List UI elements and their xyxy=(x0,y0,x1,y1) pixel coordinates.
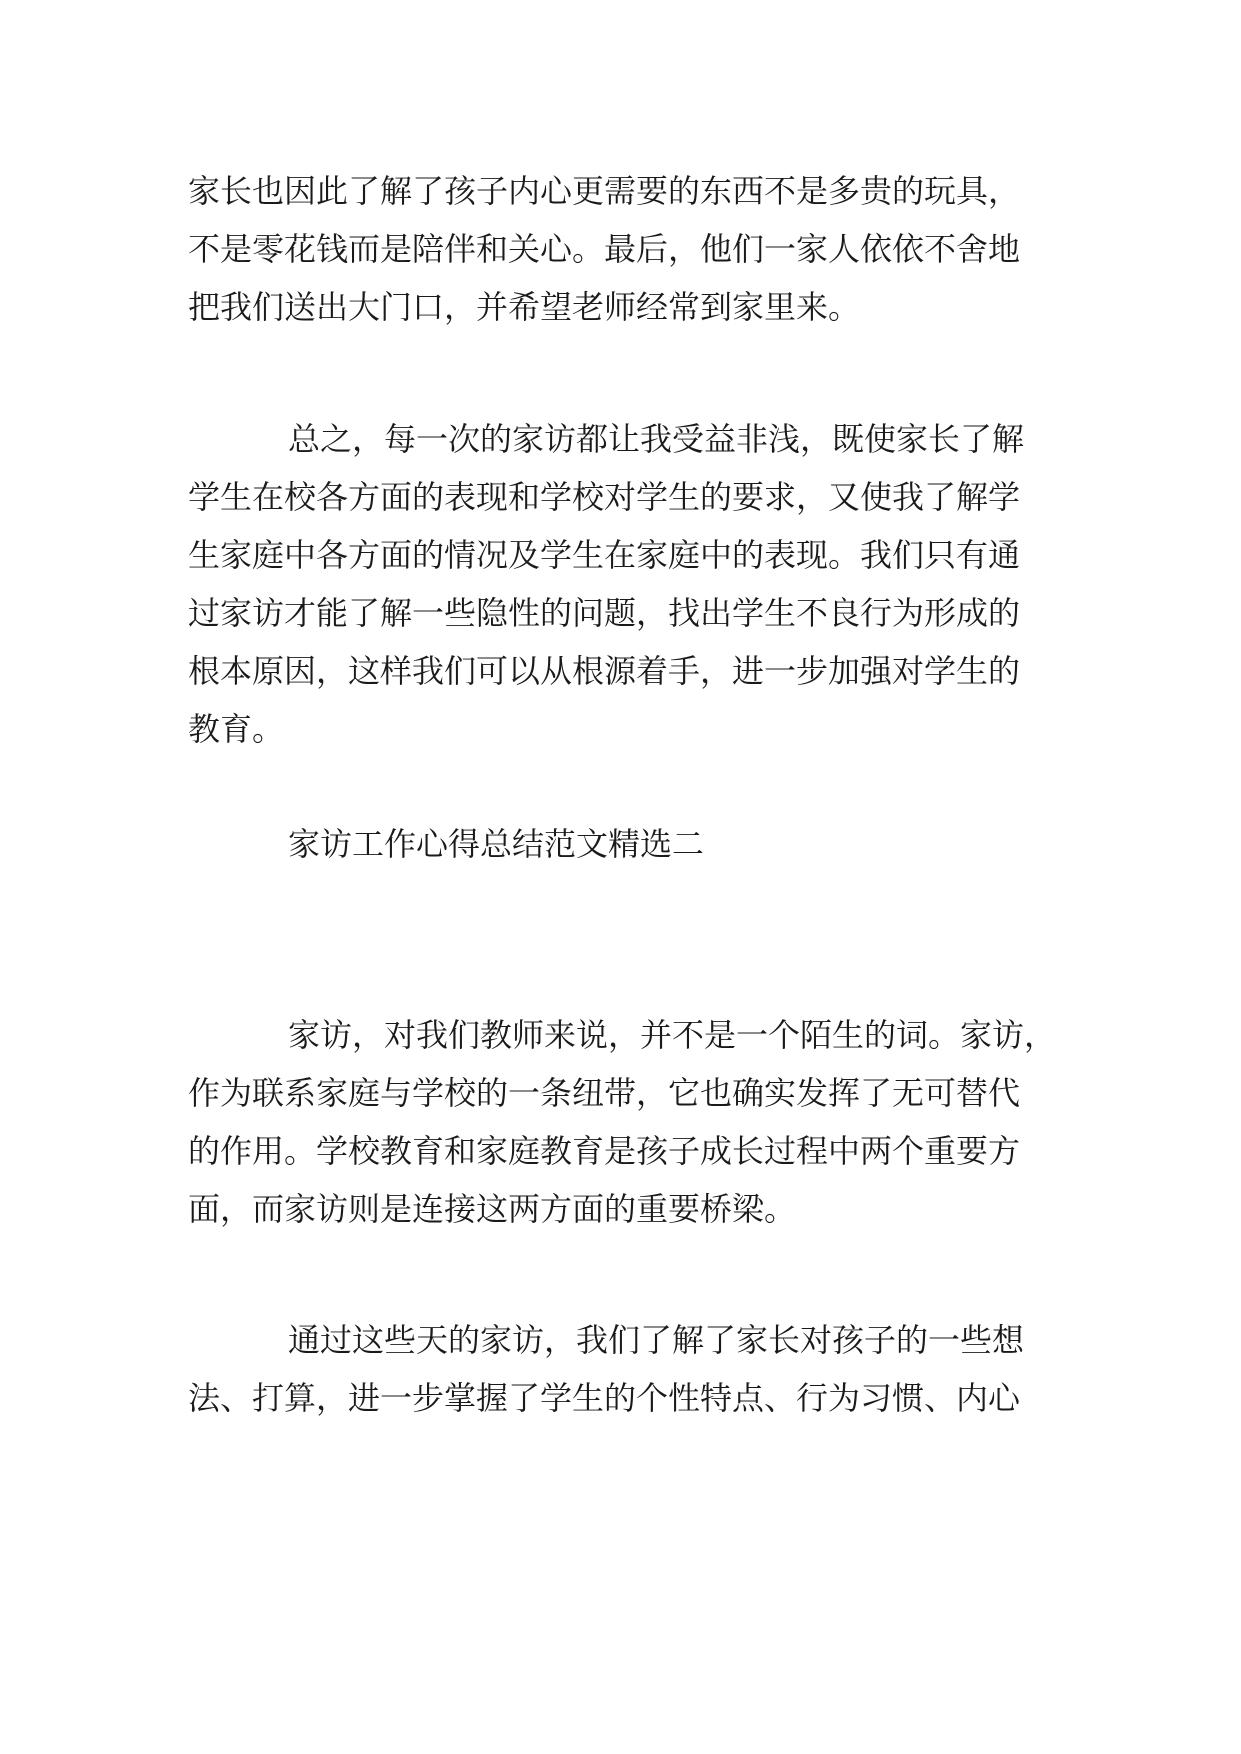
paragraph-2-line-2: 学生在校各方面的表现和学校对学生的要求，又使我了解学 xyxy=(188,478,1021,516)
paragraph-4-line-2: 法、打算，进一步掌握了学生的个性特点、行为习惯、内心 xyxy=(188,1379,1021,1417)
paragraph-4 xyxy=(188,1311,1058,1427)
paragraph-2-line-5: 根本原因，这样我们可以从根源着手，进一步加强对学生的 xyxy=(188,652,1021,690)
section-heading: 家访工作心得总结范文精选二 xyxy=(288,825,705,863)
paragraph-2-line-4: 过家访才能了解一些隐性的问题，找出学生不良行为形成的 xyxy=(188,594,1021,632)
paragraph-1-line-1: 家长也因此了解了孩子内心更需要的东西不是多贵的玩具， xyxy=(188,172,1021,210)
paragraph-2-line-1: 总之，每一次的家访都让我受益非浅，既使家长了解 xyxy=(288,420,1025,458)
paragraph-3-line-4: 面，而家访则是连接这两方面的重要桥梁。 xyxy=(188,1190,797,1228)
paragraph-3-line-3: 的作用。学校教育和家庭教育是孩子成长过程中两个重要方 xyxy=(188,1132,1021,1170)
paragraph-1-line-2: 不是零花钱而是陪伴和关心。最后，他们一家人依依不舍地 xyxy=(188,230,1021,268)
paragraph-4-line-1: 通过这些天的家访，我们了解了家长对孩子的一些想 xyxy=(288,1321,1025,1359)
paragraph-2 xyxy=(188,410,1058,758)
paragraph-1-line-3: 把我们送出大门口，并希望老师经常到家里来。 xyxy=(188,288,861,326)
paragraph-2-line-3: 生家庭中各方面的情况及学生在家庭中的表现。我们只有通 xyxy=(188,536,1021,574)
paragraph-1 xyxy=(188,162,1058,336)
paragraph-3 xyxy=(188,1006,1058,1238)
paragraph-3-line-1: 家访，对我们教师来说，并不是一个陌生的词。家访， xyxy=(288,1016,1057,1054)
paragraph-3-line-2: 作为联系家庭与学校的一条纽带，它也确实发挥了无可替代 xyxy=(188,1074,1021,1112)
paragraph-2-line-6: 教育。 xyxy=(188,710,285,748)
